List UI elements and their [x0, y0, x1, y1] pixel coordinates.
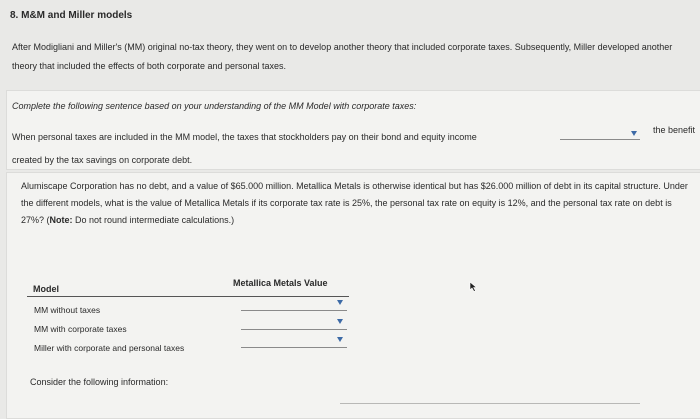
caret-down-icon [631, 131, 637, 136]
table-row-model: MM with corporate taxes [34, 324, 127, 334]
caret-down-icon [337, 300, 343, 305]
table-header-value: Metallica Metals Value [233, 278, 328, 288]
part1-sentence-end: created by the tax savings on corporate debt. [12, 155, 193, 165]
part1-sentence [12, 126, 572, 172]
table-row-model: MM without taxes [34, 305, 101, 315]
value-dropdown-mm-corporate[interactable] [241, 318, 347, 330]
part2-problem-text: Alumiscape Corporation has no debt, and a value of $65.000 million. Metallica Metals is otherwise identical but has $26.000 million of debt in its capital structure. Under the different models, what is the value of Metallica Metals if its corporate tax rate is 25%, the personal tax rate on equity is 12%, and the personal tax rate on debt is 27%? ( [21, 181, 688, 225]
part2-problem [21, 178, 691, 229]
table-header-model: Model [33, 284, 59, 294]
part1-dropdown[interactable] [560, 128, 640, 140]
value-dropdown-mm-no-tax[interactable] [241, 299, 347, 311]
caret-down-icon [337, 319, 343, 324]
value-dropdown-miller[interactable] [241, 336, 347, 348]
table-row-model: Miller with corporate and personal taxes [34, 343, 185, 353]
part2-note-label: Note: [49, 215, 73, 225]
part2-note-text: Do not round intermediate calculations.) [72, 215, 235, 225]
bottom-divider [340, 403, 640, 404]
part1-sentence-start: When personal taxes are included in the MM model, the taxes that stockholders pay on their bond and equity income [12, 132, 477, 142]
part1-instruction: Complete the following sentence based on your understanding of the MM Model with corporate taxes: [12, 101, 417, 111]
part3-consider: Consider the following information: [30, 377, 169, 387]
question-title: 8. M&M and Miller models [10, 10, 133, 21]
part1-dropdown-tail: the benefit [653, 125, 696, 135]
caret-down-icon [337, 337, 343, 342]
question-intro: After Modigliani and Miller's (MM) original no-tax theory, they went on to develop another theory that included corporate taxes. Subsequently, Miller developed another theory that included the effects of both corporate and personal taxes. [12, 42, 673, 71]
table-header-divider [27, 296, 349, 297]
mouse-pointer-icon [469, 281, 478, 292]
